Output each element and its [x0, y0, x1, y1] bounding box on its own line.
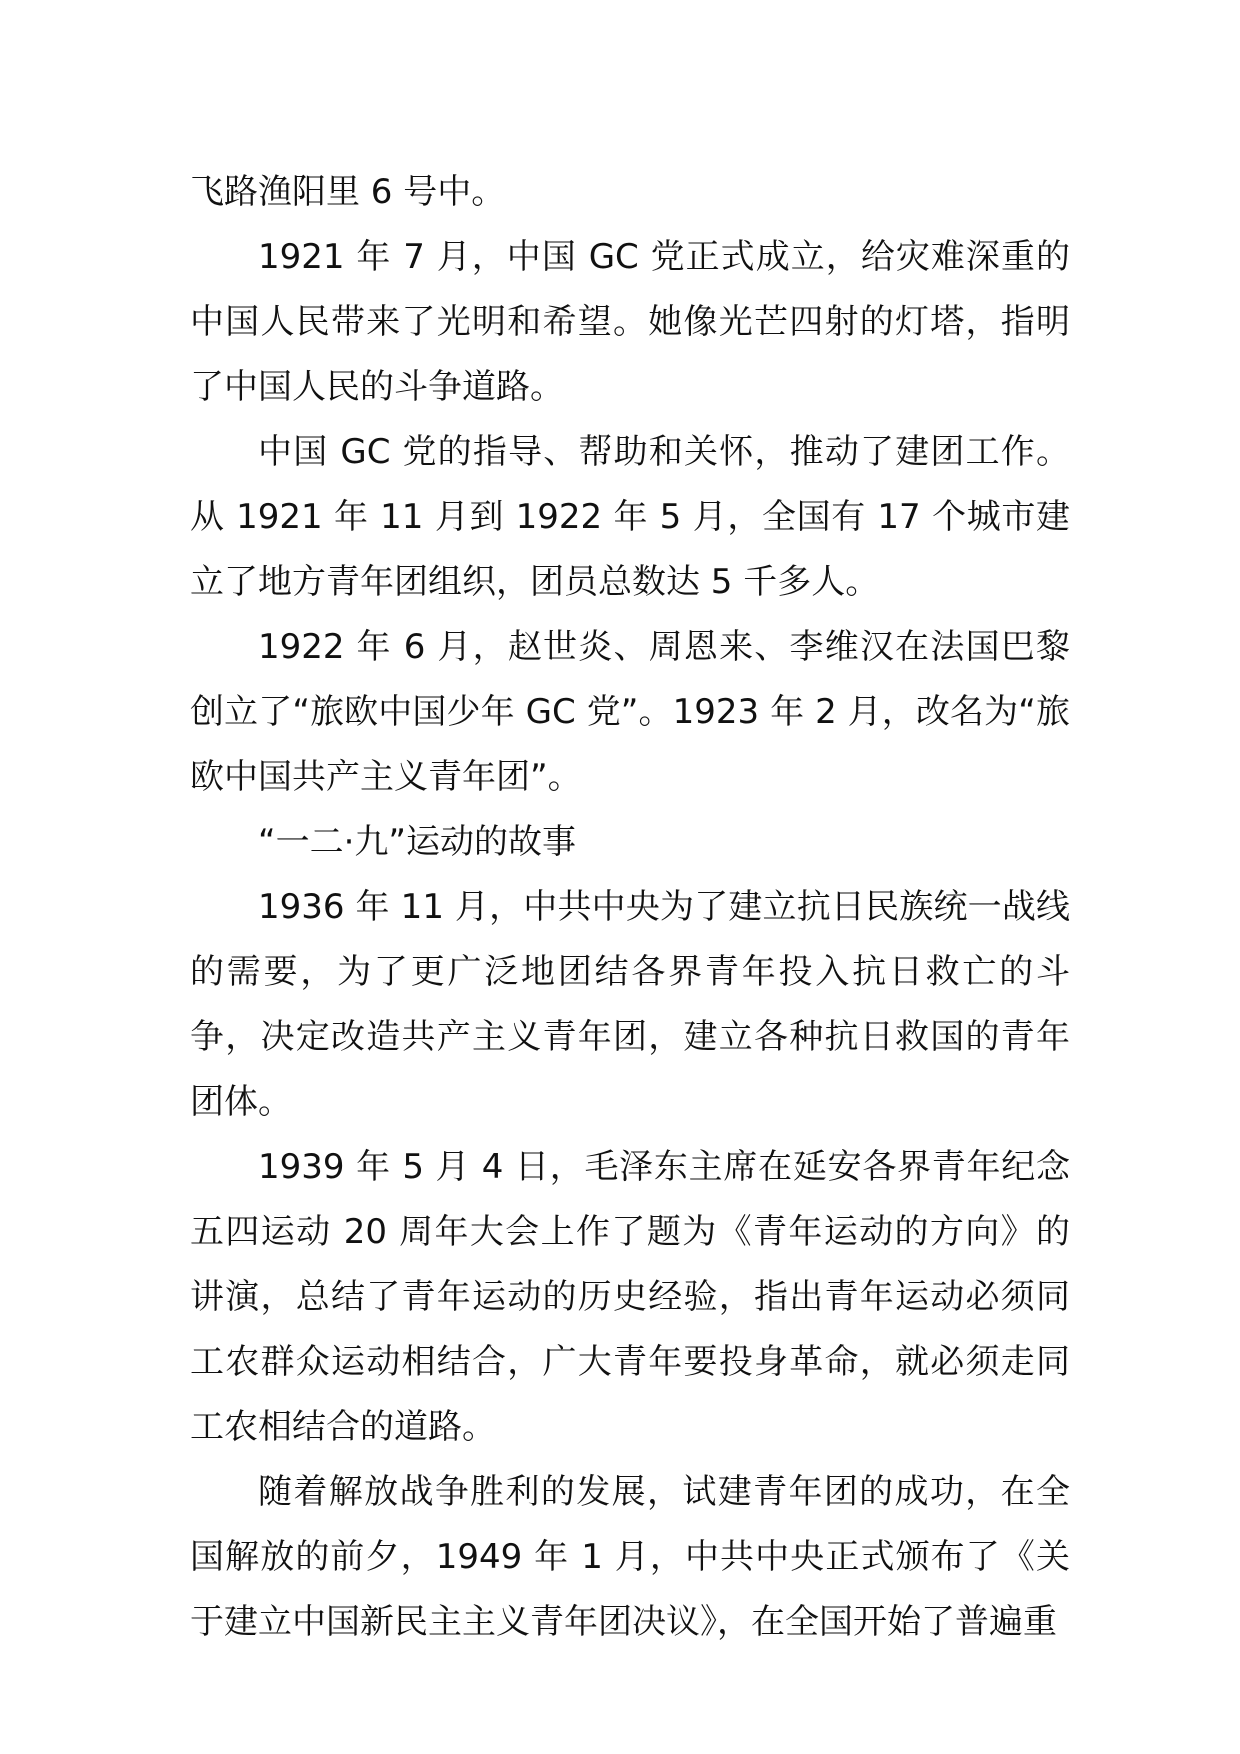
paragraph: 1922 年 6 月，赵世炎、周恩来、李维汉在法国巴黎创立了“旅欧中国少年 GC 党”。1923 年 2 月，改名为“旅欧中国共产主义青年团”。 — [190, 627, 1070, 797]
paragraph: 随着解放战争胜利的发展，试建青年团的成功，在全国解放的前夕，1949 年 1 月，中共中央正式颁布了《关于建立中国新民主主义青年团决议》，在全国开始了普遍重 — [190, 1472, 1070, 1642]
paragraph: 1939 年 5 月 4 日，毛泽东主席在延安各界青年纪念五四运动 20 周年大会上作了题为《青年运动的方向》的讲演，总结了青年运动的历史经验，指出青年运动必须同工农群众运动相结合，广大青年要投身革命，就必须走同工农相结合的道路。 — [190, 1147, 1070, 1447]
paragraph: 中国 GC 党的指导、帮助和关怀，推动了建团工作。从 1921 年 11 月到 1922 年 5 月，全国有 17 个城市建立了地方青年团组织，团员总数达 5 千多人。 — [190, 432, 1070, 602]
paragraph-continuation: 飞路渔阳里 6 号中。 — [190, 172, 506, 212]
section-heading: “一二·九”运动的故事 — [258, 822, 577, 862]
paragraph: 1936 年 11 月，中共中央为了建立抗日民族统一战线的需要，为了更广泛地团结各界青年投入抗日救亡的斗争，决定改造共产主义青年团，建立各种抗日救国的青年团体。 — [190, 887, 1070, 1122]
paragraph: 1921 年 7 月，中国 GC 党正式成立，给灾难深重的中国人民带来了光明和希望。她像光芒四射的灯塔，指明了中国人民的斗争道路。 — [190, 237, 1070, 407]
document-body — [190, 160, 1070, 1655]
